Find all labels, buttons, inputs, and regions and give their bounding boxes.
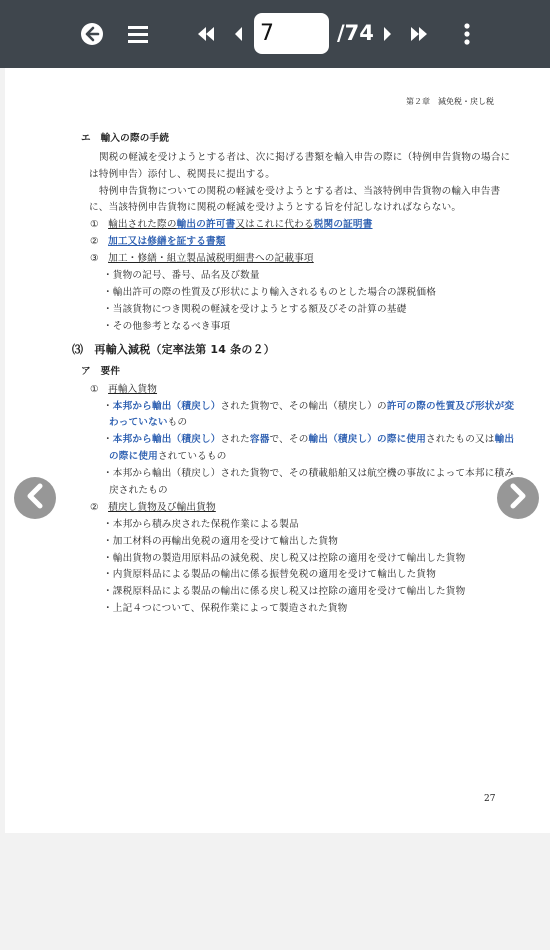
- bullet-item: ・輸出許可の際の性質及び形状により輸入されるものとした場合の課税価格: [103, 287, 436, 298]
- viewer-toolbar: [0, 0, 550, 68]
- bullet-item: ・その他参考となるべき事項: [103, 321, 231, 332]
- first-page-icon[interactable]: [194, 22, 218, 46]
- bullet-item: [103, 431, 514, 445]
- paragraph-line: 特例申告貨物についての関税の軽減を受けようとする者は、当該特例申告貨物の輸入申告書: [99, 186, 501, 197]
- bullet-item: ・輸出貨物の製造用原料品の減免税、戻し税又は控除の適用を受けて輸出した貨物: [103, 553, 466, 564]
- list-item: [90, 381, 157, 395]
- previous-page-button[interactable]: [14, 477, 56, 519]
- paragraph-line: は特例申告）添付し、税関長に提出する。: [89, 169, 276, 180]
- highlight-text: 本邦から輸出（積戻し）: [112, 434, 221, 445]
- text-segment: ・: [103, 401, 113, 412]
- paragraph-line: に、当該特例申告貨物に関税の軽減を受けようとする旨を付記しなければならない。: [89, 202, 462, 213]
- bullet-item-continuation: [109, 414, 187, 428]
- item-number: ③: [90, 253, 99, 264]
- list-item: [90, 250, 314, 264]
- highlight-text: 許可の際の性質及び形状が変: [386, 401, 515, 412]
- bullet-item-continuation: 戻されたもの: [109, 485, 168, 496]
- item-number: ①: [90, 384, 99, 395]
- bullet-item: [103, 398, 514, 412]
- chevron-right-icon: [507, 483, 529, 513]
- back-icon[interactable]: [80, 22, 104, 46]
- highlight-text: 輸出の許可書: [176, 219, 236, 230]
- list-item: [90, 216, 373, 230]
- last-page-icon[interactable]: [407, 22, 431, 46]
- chapter-header: 第２章 減免税・戻し税: [406, 97, 494, 106]
- text-segment: された: [220, 434, 250, 445]
- next-page-icon[interactable]: [376, 22, 400, 46]
- bullet-item: ・内貨原料品による製品の輸出に係る振替免税の適用を受けて輸出した貨物: [103, 569, 436, 580]
- bullet-item: ・加工材料の再輸出免税の適用を受けて輸出した貨物: [103, 536, 339, 547]
- list-item: [90, 499, 216, 513]
- highlight-text: 税関の証明書: [313, 219, 373, 230]
- text-segment: されているもの: [157, 451, 227, 462]
- item-number: ②: [90, 502, 99, 513]
- subsection-heading: ア 要件: [81, 366, 121, 377]
- text-segment: 積戻し貨物及び輸出貨物: [108, 502, 216, 513]
- highlight-text: わっていない: [109, 417, 168, 428]
- page-number: 27: [484, 794, 496, 804]
- paragraph-line: 関税の軽減を受けようとする者は、次に掲げる書類を輸入申告の際に（特例申告貨物の場合に: [99, 152, 511, 163]
- bullet-item-continuation: [109, 448, 227, 462]
- bullet-item: ・貨物の記号、番号、品名及び数量: [103, 270, 260, 281]
- text-segment: されたもの又は: [426, 434, 495, 445]
- highlight-text: 輸出（積戻し）の際に使用: [308, 434, 427, 445]
- prev-page-icon[interactable]: [226, 22, 250, 46]
- text-segment: で、その: [269, 434, 309, 445]
- next-page-button[interactable]: [497, 477, 539, 519]
- bullet-item: ・本邦から輸出（積戻し）された貨物で、その積載船舶又は航空機の事故によって本邦に積み: [103, 468, 515, 479]
- text-segment: 加工・修繕・組立製品減税明細書への記載事項: [108, 253, 314, 264]
- bullet-item: ・上記４つについて、保税作業によって製造された貨物: [103, 603, 348, 614]
- text-segment: された貨物で、その輸出（積戻し）の: [220, 401, 387, 412]
- highlight-text: 輸出: [494, 434, 515, 445]
- highlight-text: 容器: [249, 434, 270, 445]
- list-item: [90, 233, 226, 247]
- more-icon[interactable]: [455, 22, 479, 46]
- text-segment: 又はこれに代わる: [235, 219, 314, 230]
- highlight-text: 本邦から輸出（積戻し）: [112, 401, 221, 412]
- text-segment: 輸出された際の: [108, 219, 177, 230]
- highlight-text: の際に使用: [109, 451, 158, 462]
- bullet-item: ・課税原料品による製品の輸出に係る戻し税又は控除の適用を受けて輸出した貨物: [103, 586, 466, 597]
- chevron-left-icon: [24, 483, 46, 513]
- section-heading: エ 輸入の際の手続: [81, 133, 170, 144]
- text-segment: もの: [167, 417, 188, 428]
- item-number: ①: [90, 219, 99, 230]
- highlight-text: 加工又は修繕を証する書類: [108, 236, 226, 247]
- page-total: /74: [337, 21, 374, 45]
- section-heading: ⑶ 再輸入減税（定率法第 14 条の２）: [72, 343, 275, 356]
- item-number: ②: [90, 236, 99, 247]
- page-number-input[interactable]: [254, 13, 329, 54]
- bullet-item: ・当該貨物につき関税の軽減を受けようとする額及びその計算の基礎: [103, 304, 407, 315]
- text-segment: 再輸入貨物: [108, 384, 158, 395]
- bullet-item: ・本邦から積み戻された保税作業による製品: [103, 519, 299, 530]
- text-segment: ・: [103, 434, 113, 445]
- menu-icon[interactable]: [126, 22, 150, 46]
